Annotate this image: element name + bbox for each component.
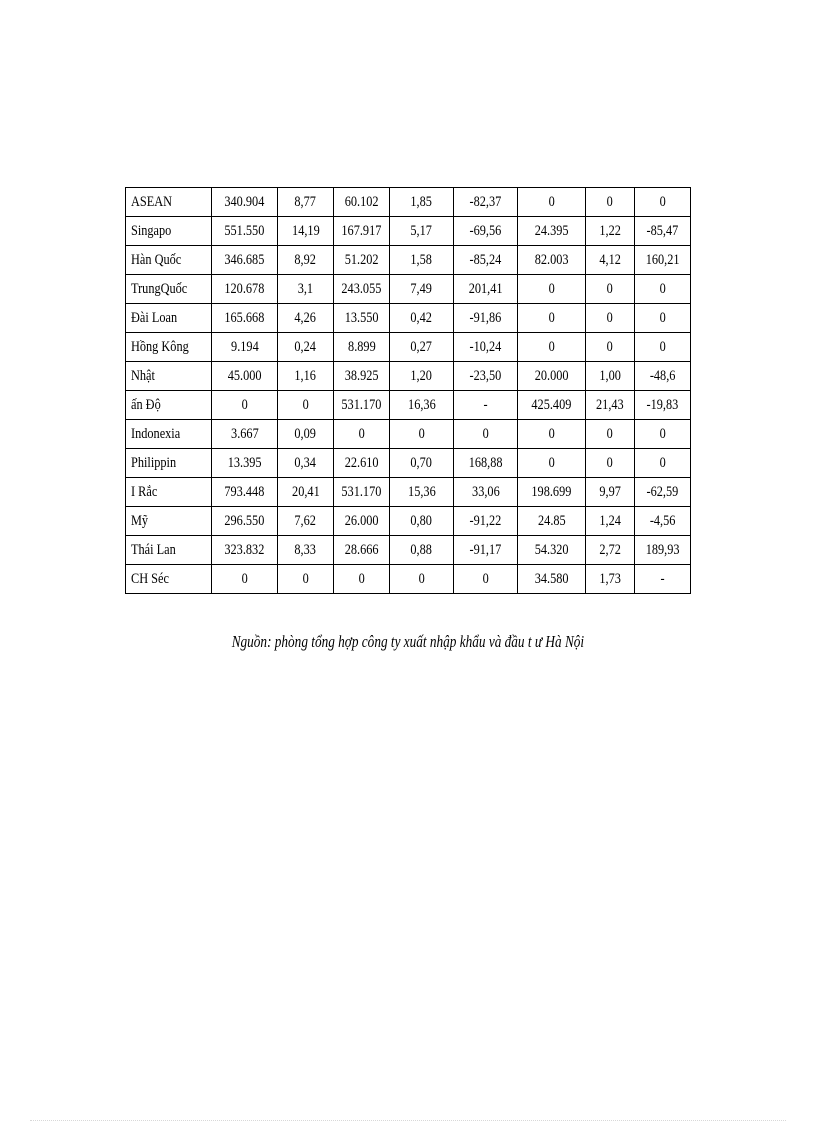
cell-text: 20,41: [291, 483, 320, 500]
value-cell: [278, 304, 334, 333]
cell-text: 346.685: [224, 251, 265, 268]
value-cell: [390, 333, 454, 362]
cell-text: Hồng Kông: [131, 338, 189, 355]
cell-text: 4,12: [599, 251, 621, 268]
country-cell: [126, 188, 212, 217]
cell-text: 0: [418, 425, 425, 442]
value-cell: [212, 478, 278, 507]
cell-text: 0,34: [294, 454, 317, 471]
cell-text: 8,92: [294, 251, 317, 268]
value-cell: [635, 217, 691, 246]
value-cell: [635, 333, 691, 362]
value-cell: [334, 362, 390, 391]
value-cell: [278, 275, 334, 304]
cell-text: 120.678: [224, 280, 265, 297]
cell-text: 0: [302, 396, 309, 413]
value-cell: [518, 333, 586, 362]
value-cell: [278, 333, 334, 362]
cell-text: 0,80: [410, 512, 433, 529]
cell-text: 51.202: [344, 251, 379, 268]
value-cell: [454, 275, 518, 304]
cell-text: 167.917: [341, 222, 382, 239]
table-row: [126, 362, 691, 391]
value-cell: [278, 217, 334, 246]
cell-text: -85,24: [469, 251, 502, 268]
cell-text: Mỹ: [131, 512, 149, 529]
cell-text: 8,33: [294, 541, 317, 558]
cell-text: -: [660, 570, 665, 587]
cell-text: 296.550: [224, 512, 265, 529]
cell-text: 0,27: [410, 338, 433, 355]
value-cell: [454, 304, 518, 333]
cell-text: 9.194: [230, 338, 259, 355]
country-cell: [126, 275, 212, 304]
value-cell: [635, 275, 691, 304]
table-row: [126, 449, 691, 478]
country-cell: [126, 362, 212, 391]
source-note: [0, 632, 816, 652]
cell-text: -85,47: [646, 222, 679, 239]
cell-text: 45.000: [227, 367, 262, 384]
country-cell: [126, 217, 212, 246]
value-cell: [635, 507, 691, 536]
table-row: [126, 391, 691, 420]
cell-text: 1,20: [410, 367, 433, 384]
table-row: [126, 565, 691, 594]
cell-text: 551.550: [224, 222, 265, 239]
cell-text: Indonexia: [131, 425, 181, 442]
cell-text: 1,85: [410, 193, 433, 210]
cell-text: 0: [659, 425, 666, 442]
value-cell: [390, 536, 454, 565]
value-cell: [212, 449, 278, 478]
cell-text: 7,62: [294, 512, 317, 529]
value-cell: [635, 565, 691, 594]
cell-text: ấn Độ: [131, 396, 161, 413]
cell-text: 0: [548, 454, 555, 471]
cell-text: 1,22: [599, 222, 621, 239]
cell-text: 165.668: [224, 309, 265, 326]
cell-text: 3.667: [230, 425, 259, 442]
value-cell: [586, 217, 635, 246]
cell-text: 160,21: [645, 251, 680, 268]
cell-text: 28.666: [344, 541, 379, 558]
value-cell: [518, 362, 586, 391]
value-cell: [635, 188, 691, 217]
cell-text: 0,42: [410, 309, 433, 326]
value-cell: [635, 420, 691, 449]
cell-text: 14,19: [291, 222, 320, 239]
value-cell: [212, 362, 278, 391]
value-cell: [278, 565, 334, 594]
table-row: [126, 246, 691, 275]
value-cell: [586, 420, 635, 449]
value-cell: [212, 333, 278, 362]
value-cell: [334, 449, 390, 478]
value-cell: [390, 420, 454, 449]
cell-text: 0: [606, 309, 614, 326]
value-cell: [278, 507, 334, 536]
value-cell: [635, 304, 691, 333]
value-cell: [586, 246, 635, 275]
cell-text: 243.055: [341, 280, 382, 297]
cell-text: 425.409: [531, 396, 572, 413]
cell-text: 0: [548, 280, 555, 297]
table-row: [126, 420, 691, 449]
cell-text: 1,24: [599, 512, 621, 529]
value-cell: [334, 420, 390, 449]
value-cell: [454, 565, 518, 594]
value-cell: [334, 391, 390, 420]
table-row: [126, 188, 691, 217]
cell-text: TrungQuốc: [131, 280, 188, 297]
cell-text: 0: [241, 396, 248, 413]
value-cell: [586, 536, 635, 565]
value-cell: [212, 217, 278, 246]
value-cell: [518, 449, 586, 478]
value-cell: [334, 478, 390, 507]
value-cell: [518, 188, 586, 217]
value-cell: [390, 362, 454, 391]
value-cell: [586, 275, 635, 304]
cell-text: 0: [548, 193, 555, 210]
cell-text: -23,50: [469, 367, 502, 384]
value-cell: [390, 304, 454, 333]
cell-text: I Rắc: [131, 483, 158, 500]
cell-text: 82.003: [534, 251, 569, 268]
value-cell: [454, 246, 518, 275]
country-cell: [126, 304, 212, 333]
cell-text: -91,17: [469, 541, 502, 558]
value-cell: [518, 391, 586, 420]
cell-text: -10,24: [469, 338, 502, 355]
value-cell: [278, 391, 334, 420]
cell-text: 0,09: [294, 425, 317, 442]
value-cell: [278, 536, 334, 565]
cell-text: 38.925: [344, 367, 379, 384]
value-cell: [334, 246, 390, 275]
country-cell: [126, 391, 212, 420]
cell-text: -69,56: [469, 222, 502, 239]
cell-text: 54.320: [534, 541, 569, 558]
cell-text: 60.102: [344, 193, 379, 210]
value-cell: [212, 246, 278, 275]
cell-text: 3,1: [297, 280, 314, 297]
cell-text: 168,88: [468, 454, 503, 471]
value-cell: [518, 420, 586, 449]
value-cell: [454, 478, 518, 507]
cell-text: 0,88: [410, 541, 433, 558]
value-cell: [518, 304, 586, 333]
value-cell: [334, 304, 390, 333]
cell-text: 24.85: [537, 512, 566, 529]
cell-text: 1,16: [294, 367, 317, 384]
table-row: [126, 507, 691, 536]
cell-text: 0: [548, 309, 555, 326]
cell-text: 793.448: [224, 483, 265, 500]
value-cell: [586, 565, 635, 594]
cell-text: 8.899: [347, 338, 376, 355]
cell-text: 21,43: [596, 396, 624, 413]
value-cell: [518, 217, 586, 246]
country-cell: [126, 246, 212, 275]
value-cell: [635, 478, 691, 507]
value-cell: [278, 246, 334, 275]
source-note-text: Nguồn: phòng tổng hợp công ty xuất nhập khẩu và đầu t ư Hà Nội: [231, 632, 585, 651]
value-cell: [454, 188, 518, 217]
value-cell: [586, 333, 635, 362]
country-cell: [126, 333, 212, 362]
cell-text: 0,24: [294, 338, 317, 355]
table-row: [126, 217, 691, 246]
cell-text: -19,83: [646, 396, 679, 413]
value-cell: [454, 449, 518, 478]
cell-text: 531.170: [341, 396, 382, 413]
cell-text: 0: [548, 425, 555, 442]
value-cell: [390, 217, 454, 246]
value-cell: [635, 362, 691, 391]
value-cell: [635, 246, 691, 275]
cell-text: 198.699: [531, 483, 572, 500]
cell-text: 531.170: [341, 483, 382, 500]
table-row: [126, 275, 691, 304]
country-cell: [126, 507, 212, 536]
value-cell: [334, 565, 390, 594]
cell-text: 1,58: [410, 251, 433, 268]
cell-text: 8,77: [294, 193, 317, 210]
cell-text: 0: [358, 425, 365, 442]
cell-text: 189,93: [645, 541, 680, 558]
value-cell: [212, 536, 278, 565]
country-cell: [126, 478, 212, 507]
cell-text: 323.832: [224, 541, 265, 558]
value-cell: [334, 217, 390, 246]
cell-text: 0: [659, 338, 666, 355]
cell-text: -91,22: [469, 512, 502, 529]
value-cell: [334, 333, 390, 362]
cell-text: 0: [418, 570, 425, 587]
value-cell: [454, 536, 518, 565]
cell-text: -62,59: [646, 483, 679, 500]
table-row: [126, 304, 691, 333]
cell-text: 201,41: [468, 280, 503, 297]
cell-text: 0: [482, 425, 489, 442]
cell-text: 9,97: [599, 483, 621, 500]
value-cell: [454, 507, 518, 536]
cell-text: 0: [548, 338, 555, 355]
value-cell: [212, 304, 278, 333]
data-table: [125, 187, 691, 594]
value-cell: [212, 420, 278, 449]
value-cell: [518, 275, 586, 304]
cell-text: -: [483, 396, 488, 413]
cell-text: 33,06: [471, 483, 500, 500]
value-cell: [635, 536, 691, 565]
value-cell: [390, 391, 454, 420]
table-row: [126, 333, 691, 362]
value-cell: [212, 188, 278, 217]
value-cell: [278, 188, 334, 217]
cell-text: Nhật: [131, 367, 155, 384]
value-cell: [212, 507, 278, 536]
value-cell: [518, 246, 586, 275]
value-cell: [454, 391, 518, 420]
cell-text: 7,49: [410, 280, 433, 297]
cell-text: 13.550: [344, 309, 379, 326]
value-cell: [278, 478, 334, 507]
cell-text: 0: [606, 425, 614, 442]
value-cell: [390, 478, 454, 507]
cell-text: 0: [659, 193, 666, 210]
cell-text: 0: [358, 570, 365, 587]
value-cell: [212, 391, 278, 420]
value-cell: [454, 362, 518, 391]
cell-text: 0,70: [410, 454, 433, 471]
cell-text: 13.395: [227, 454, 262, 471]
value-cell: [390, 275, 454, 304]
cell-text: 4,26: [294, 309, 317, 326]
value-cell: [586, 478, 635, 507]
page-bottom-rule: [30, 1120, 786, 1121]
value-cell: [334, 275, 390, 304]
country-cell: [126, 420, 212, 449]
value-cell: [454, 420, 518, 449]
cell-text: Philippin: [131, 454, 177, 471]
cell-text: 0: [606, 338, 614, 355]
cell-text: 22.610: [344, 454, 379, 471]
cell-text: 26.000: [344, 512, 379, 529]
value-cell: [586, 507, 635, 536]
cell-text: 0: [659, 280, 666, 297]
value-cell: [518, 565, 586, 594]
cell-text: 0: [606, 193, 614, 210]
cell-text: 20.000: [534, 367, 569, 384]
cell-text: 0: [659, 309, 666, 326]
value-cell: [212, 275, 278, 304]
value-cell: [334, 507, 390, 536]
cell-text: 5,17: [410, 222, 433, 239]
cell-text: Hàn Quốc: [131, 251, 182, 268]
cell-text: Đài Loan: [131, 309, 178, 326]
cell-text: 1,73: [599, 570, 621, 587]
value-cell: [278, 362, 334, 391]
cell-text: 340.904: [224, 193, 265, 210]
cell-text: 24.395: [534, 222, 569, 239]
value-cell: [212, 565, 278, 594]
cell-text: -91,86: [469, 309, 502, 326]
cell-text: ASEAN: [131, 193, 173, 210]
value-cell: [278, 449, 334, 478]
value-cell: [586, 391, 635, 420]
cell-text: 15,36: [407, 483, 436, 500]
cell-text: 16,36: [407, 396, 436, 413]
table-body: [126, 188, 691, 594]
value-cell: [635, 391, 691, 420]
value-cell: [334, 536, 390, 565]
value-cell: [454, 333, 518, 362]
cell-text: CH Séc: [131, 570, 169, 587]
value-cell: [586, 362, 635, 391]
value-cell: [390, 188, 454, 217]
value-cell: [390, 246, 454, 275]
cell-text: 0: [606, 454, 614, 471]
table-row: [126, 536, 691, 565]
value-cell: [586, 188, 635, 217]
value-cell: [390, 565, 454, 594]
value-cell: [586, 449, 635, 478]
value-cell: [635, 449, 691, 478]
value-cell: [586, 304, 635, 333]
cell-text: Singapo: [131, 222, 172, 239]
cell-text: Thái Lan: [131, 541, 176, 558]
country-cell: [126, 449, 212, 478]
value-cell: [518, 507, 586, 536]
value-cell: [518, 478, 586, 507]
cell-text: 34.580: [534, 570, 569, 587]
cell-text: 0: [482, 570, 489, 587]
value-cell: [390, 507, 454, 536]
cell-text: 0: [241, 570, 248, 587]
value-cell: [518, 536, 586, 565]
cell-text: 2,72: [599, 541, 621, 558]
value-cell: [454, 217, 518, 246]
country-cell: [126, 536, 212, 565]
cell-text: 0: [302, 570, 309, 587]
cell-text: -82,37: [469, 193, 502, 210]
cell-text: 0: [659, 454, 666, 471]
cell-text: -48,6: [649, 367, 676, 384]
value-cell: [390, 449, 454, 478]
cell-text: 1,00: [599, 367, 621, 384]
table-row: [126, 478, 691, 507]
country-cell: [126, 565, 212, 594]
cell-text: 0: [606, 280, 614, 297]
value-cell: [278, 420, 334, 449]
value-cell: [334, 188, 390, 217]
cell-text: -4,56: [649, 512, 676, 529]
